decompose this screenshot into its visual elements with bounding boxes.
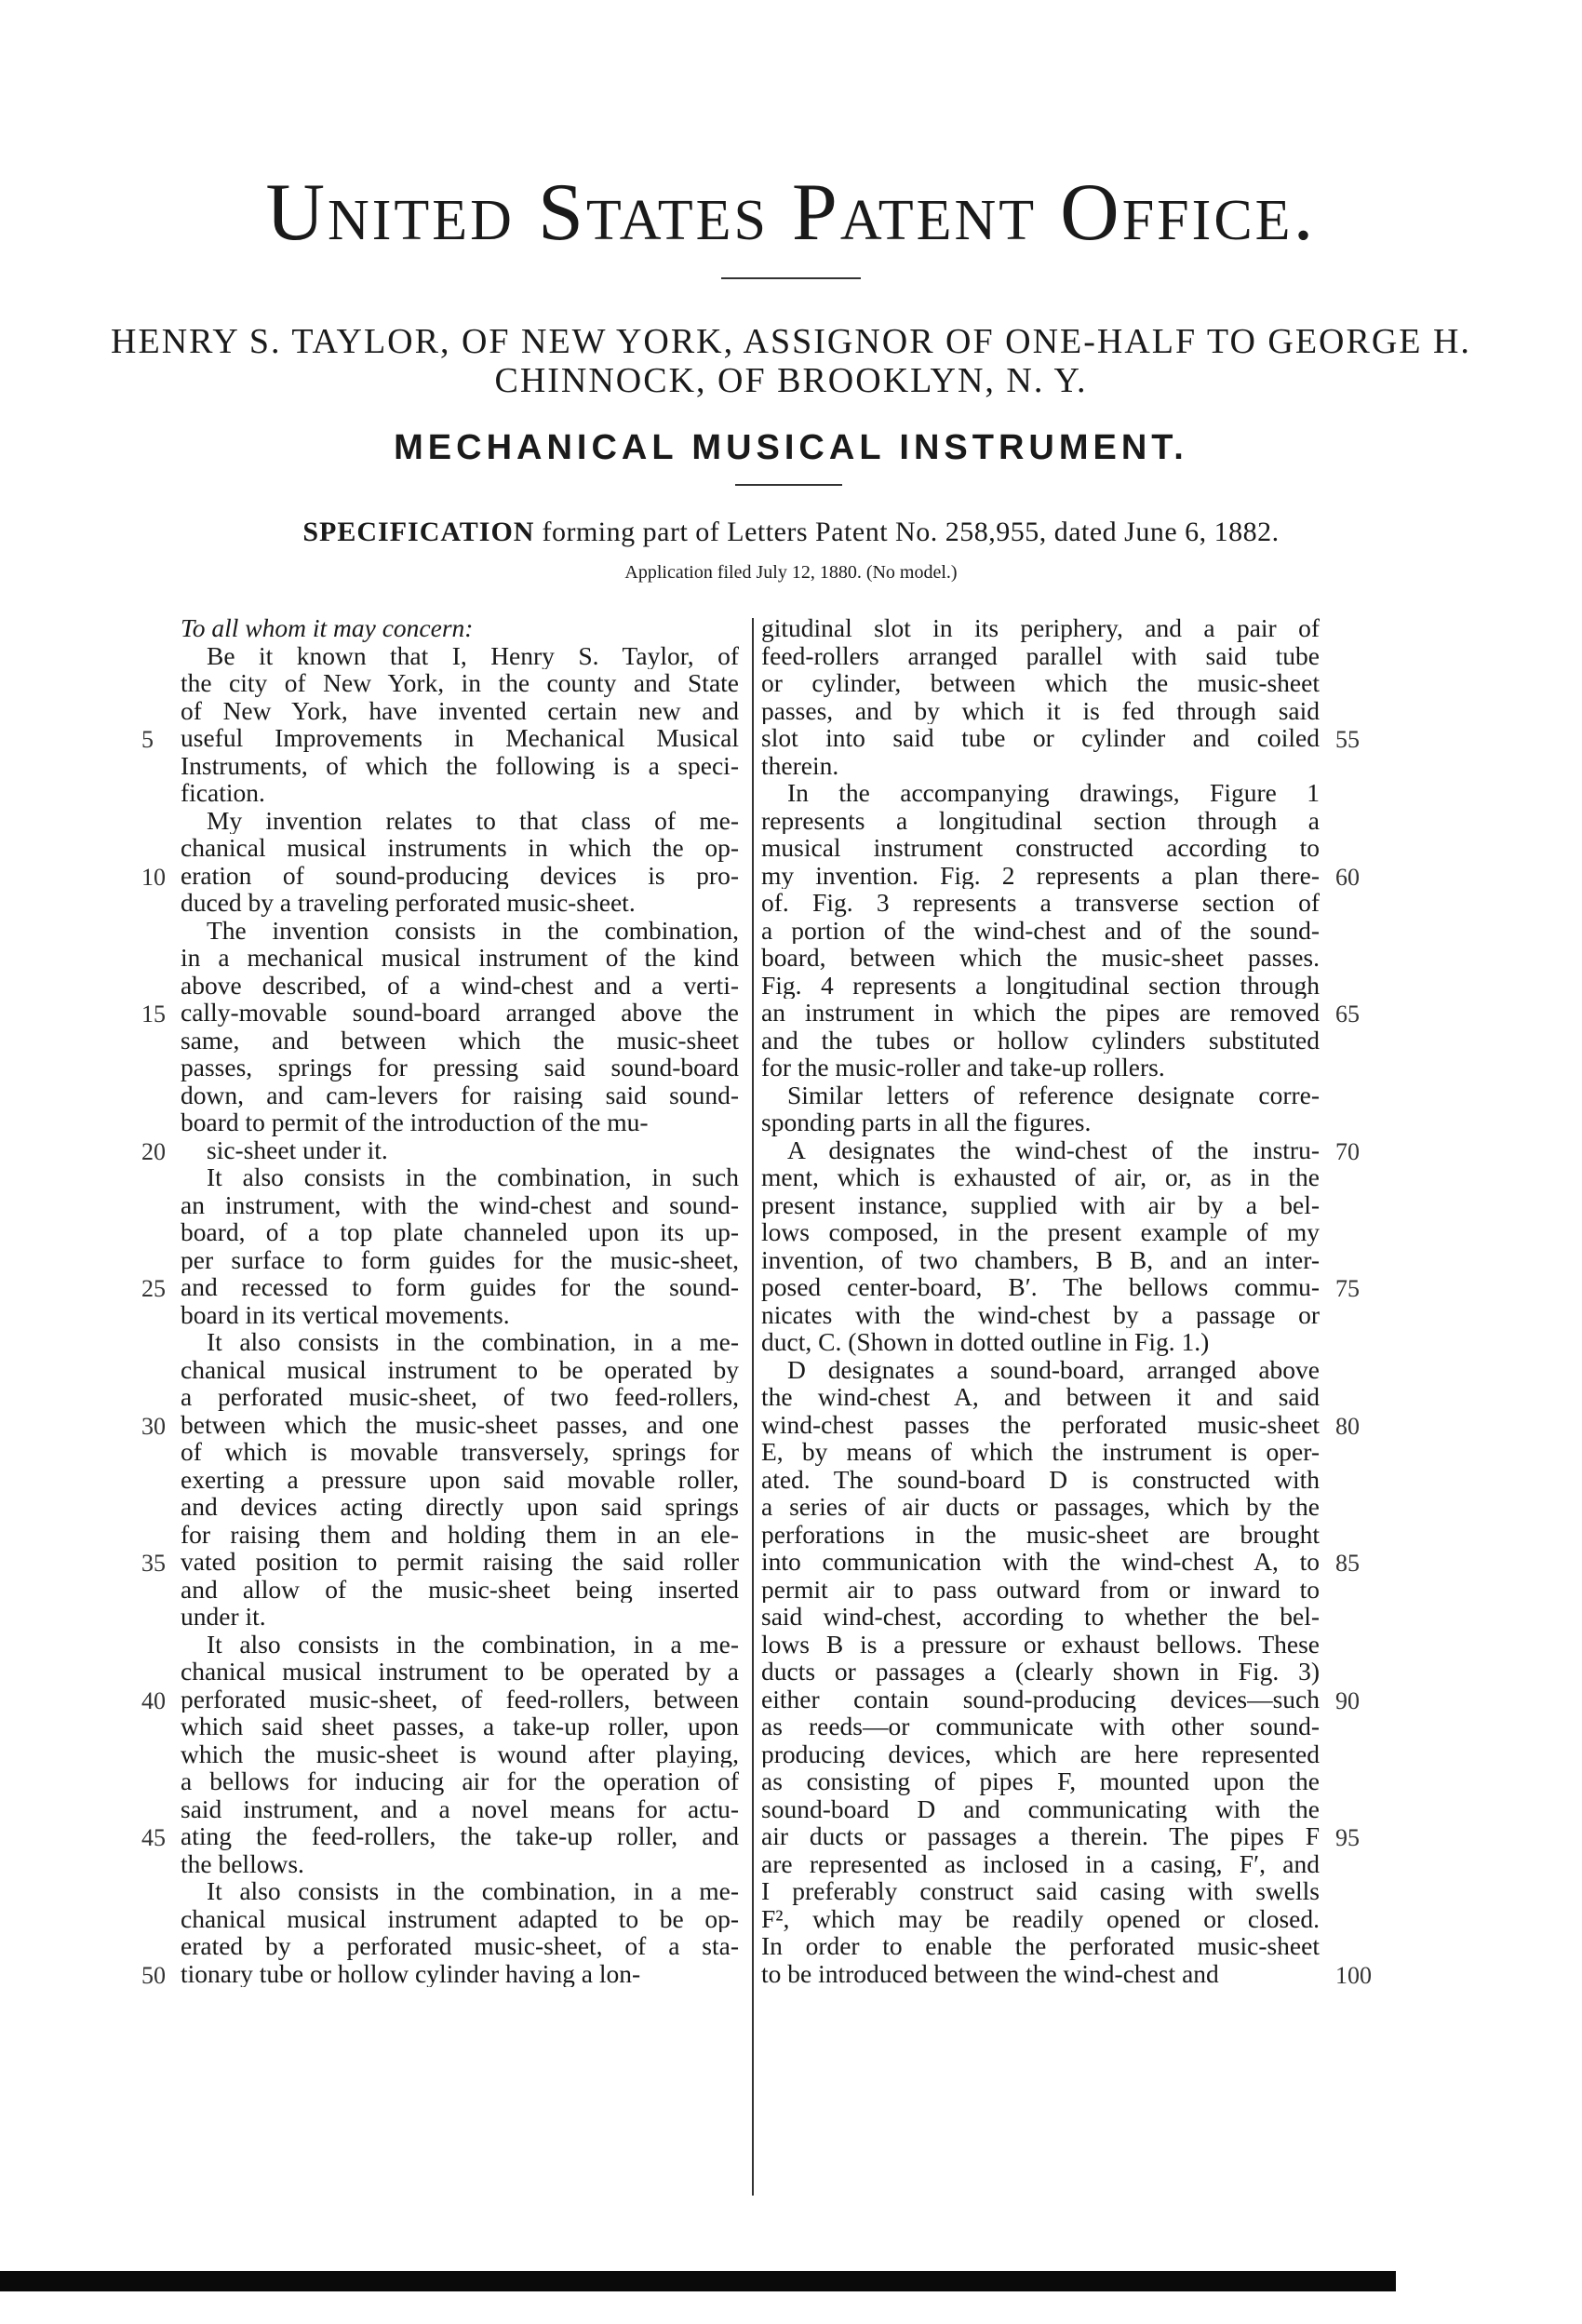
left-text-line: and allow of the music-sheet being inserted — [181, 1575, 739, 1603]
right-text-line: and the tubes or hollow cylinders substituted — [761, 1026, 1320, 1054]
left-text-line: which the music-sheet is wound after playing, — [181, 1740, 739, 1767]
margin-line-number: 70 — [1335, 1137, 1360, 1165]
scan-edge-bar — [0, 2271, 1396, 2291]
left-text-line: tionary tube or hollow cylinder having a lon- — [181, 1959, 641, 1987]
right-text-line: feed-rollers arranged parallel with said tube — [761, 641, 1320, 669]
margin-line-number: 40 — [141, 1686, 166, 1714]
margin-line-number: 5 — [141, 726, 154, 753]
right-text-line: permit air to pass outward from or inward to — [761, 1575, 1320, 1603]
left-text-line: and devices acting directly upon said springs — [181, 1493, 739, 1521]
right-text-line: present instance, supplied with air by a bel- — [761, 1190, 1320, 1218]
left-text-line: The invention consists in the combination, — [207, 916, 739, 944]
right-text-line: lows composed, in the present example of my — [761, 1218, 1320, 1246]
margin-line-number: 35 — [141, 1550, 166, 1577]
left-text-line: chanical musical instrument adapted to be op- — [181, 1904, 739, 1932]
left-text-line: and recessed to form guides for the sound- — [181, 1273, 739, 1301]
margin-line-number: 85 — [1335, 1550, 1360, 1577]
left-text-line: useful Improvements in Mechanical Musical — [181, 724, 739, 752]
right-text-line: to be introduced between the wind-chest and — [761, 1959, 1219, 1987]
margin-line-number: 75 — [1335, 1275, 1360, 1302]
margin-line-number: 95 — [1335, 1824, 1360, 1851]
author-line-1: HENRY S. TAYLOR, OF NEW YORK, ASSIGNOR OF ONE-HALF TO GEORGE H. — [111, 322, 1471, 361]
left-text-line: board, of a top plate channeled upon its up- — [181, 1218, 739, 1246]
right-text-line: or cylinder, between which the music-sheet — [761, 669, 1320, 697]
specification-label: SPECIFICATION — [302, 517, 535, 547]
margin-line-number: 15 — [141, 1001, 166, 1028]
right-text-line: into communication with the wind-chest A, to — [761, 1548, 1320, 1576]
right-text-column — [761, 614, 1320, 1987]
right-text-line: said wind-chest, according to whether the bel- — [761, 1603, 1320, 1631]
left-text-line: of which is movable transversely, springs for — [181, 1438, 739, 1466]
left-text-line: chanical musical instrument to be operated by a — [181, 1658, 739, 1686]
right-text-line: nicates with the wind-chest by a passage or — [761, 1300, 1320, 1328]
author-block — [0, 322, 1582, 400]
left-text-line: perforated music-sheet, of feed-rollers, between — [181, 1685, 739, 1713]
right-text-line: a portion of the wind-chest and of the sound- — [761, 916, 1320, 944]
right-text-line: of. Fig. 3 represents a transverse section of — [761, 889, 1320, 917]
margin-line-number: 45 — [141, 1824, 166, 1851]
right-text-line: In the accompanying drawings, Figure 1 — [787, 779, 1320, 807]
margin-line-number: 50 — [141, 1961, 166, 1989]
left-text-line: fication. — [181, 779, 265, 807]
left-text-line: To all whom it may concern: — [181, 614, 474, 642]
left-text-line: Instruments, of which the following is a speci- — [181, 751, 739, 779]
left-text-line: of New York, have invented certain new and — [181, 696, 739, 724]
application-line: Application filed July 12, 1880. (No model.) — [624, 562, 958, 583]
invention-divider — [735, 484, 842, 486]
left-text-line: My invention relates to that class of me- — [207, 806, 739, 834]
left-text-line: board in its vertical movements. — [181, 1300, 510, 1328]
right-text-line: duct, C. (Shown in dotted outline in Fig. 1.) — [761, 1328, 1210, 1356]
right-text-line: posed center-board, B′. The bellows commu- — [761, 1273, 1320, 1301]
margin-line-number: 100 — [1335, 1961, 1372, 1989]
right-text-line: as reeds—or communicate with other sound- — [761, 1713, 1320, 1740]
right-text-line: ated. The sound-board D is constructed with — [761, 1465, 1320, 1493]
left-text-line: in a mechanical musical instrument of the kind — [181, 944, 739, 972]
specification-detail: forming part of Letters Patent No. 258,955, dated June 6, 1882. — [542, 517, 1280, 547]
right-text-line: passes, and by which it is fed through said — [761, 696, 1320, 724]
left-text-line: same, and between which the music-sheet — [181, 1026, 739, 1054]
right-text-line: an instrument in which the pipes are removed — [761, 999, 1320, 1027]
right-text-line: A designates the wind-chest of the instru- — [787, 1135, 1320, 1163]
left-text-line: between which the music-sheet passes, and one — [181, 1410, 739, 1438]
left-text-line: erated by a perforated music-sheet, of a sta- — [181, 1932, 739, 1960]
left-text-line: exerting a pressure upon said movable roller, — [181, 1465, 739, 1493]
left-text-line: for raising them and holding them in an ele- — [181, 1520, 739, 1548]
right-text-line: Similar letters of reference designate corre- — [787, 1081, 1320, 1108]
right-text-line: F², which may be readily opened or closed. — [761, 1904, 1320, 1932]
right-text-line: my invention. Fig. 2 represents a plan there- — [761, 861, 1320, 889]
right-text-line: E, by means of which the instrument is oper- — [761, 1438, 1320, 1466]
left-text-line: eration of sound-producing devices is pro- — [181, 861, 739, 889]
right-text-line: represents a longitudinal section through a — [761, 806, 1320, 834]
right-text-line: for the music-roller and take-up rollers. — [761, 1054, 1165, 1081]
left-text-line: the bellows. — [181, 1849, 304, 1877]
right-text-line: therein. — [761, 751, 839, 779]
left-text-line: chanical musical instruments in which the op- — [181, 834, 739, 862]
left-text-line: said instrument, and a novel means for actu- — [181, 1794, 739, 1822]
invention-title: MECHANICAL MUSICAL INSTRUMENT. — [394, 428, 1188, 467]
left-text-line: It also consists in the combination, in a me- — [207, 1877, 739, 1905]
column-divider — [752, 618, 754, 2196]
left-text-line: passes, springs for pressing said sound-board — [181, 1054, 739, 1081]
left-text-line: It also consists in the combination, in a me- — [207, 1630, 739, 1658]
left-text-column — [181, 614, 739, 1987]
right-text-line: producing devices, which are here represented — [761, 1740, 1320, 1767]
margin-line-number: 60 — [1335, 863, 1360, 891]
margin-line-number: 90 — [1335, 1686, 1360, 1714]
right-text-line: slot into said tube or cylinder and coiled — [761, 724, 1320, 752]
margin-line-number: 20 — [141, 1137, 166, 1165]
left-text-line: an instrument, with the wind-chest and sound- — [181, 1190, 739, 1218]
right-text-line: ment, which is exhausted of air, or, as in the — [761, 1163, 1320, 1191]
office-title: United States Patent Office. — [265, 168, 1317, 258]
left-text-line: It also consists in the combination, in a me- — [207, 1328, 739, 1356]
left-text-line: under it. — [181, 1603, 266, 1631]
right-text-line: a series of air ducts or passages, which by the — [761, 1493, 1320, 1521]
right-text-line: I preferably construct said casing with swells — [761, 1877, 1320, 1905]
right-text-line: wind-chest passes the perforated music-sheet — [761, 1410, 1320, 1438]
margin-line-number: 30 — [141, 1412, 166, 1440]
specification-line — [0, 517, 1582, 548]
left-text-line: ating the feed-rollers, the take-up roller, and — [181, 1822, 739, 1850]
right-text-line: In order to enable the perforated music-sheet — [761, 1932, 1320, 1960]
margin-line-number: 10 — [141, 863, 166, 891]
margin-line-number: 55 — [1335, 726, 1360, 753]
right-text-line: air ducts or passages a therein. The pipes F — [761, 1822, 1320, 1850]
right-text-line: as consisting of pipes F, mounted upon the — [761, 1767, 1320, 1795]
right-text-line: D designates a sound-board, arranged above — [787, 1355, 1320, 1383]
author-line-2: CHINNOCK, OF BROOKLYN, N. Y. — [494, 361, 1088, 400]
left-text-line: the city of New York, in the county and State — [181, 669, 739, 697]
margin-line-number: 25 — [141, 1275, 166, 1302]
right-text-line: perforations in the music-sheet are brought — [761, 1520, 1320, 1548]
left-text-line: duced by a traveling perforated music-sheet. — [181, 889, 636, 917]
left-text-line: a bellows for inducing air for the operation of — [181, 1767, 739, 1795]
right-text-line: are represented as inclosed in a casing, F′, and — [761, 1849, 1320, 1877]
right-text-line: gitudinal slot in its periphery, and a pair of — [761, 614, 1320, 642]
right-text-line: either contain sound-producing devices—such — [761, 1685, 1320, 1713]
right-text-line: Fig. 4 represents a longitudinal section through — [761, 971, 1320, 999]
left-text-line: down, and cam-levers for raising said sound- — [181, 1081, 739, 1108]
left-text-line: chanical musical instrument to be operated by — [181, 1355, 739, 1383]
right-text-line: the wind-chest A, and between it and said — [761, 1383, 1320, 1411]
left-text-line: which said sheet passes, a take-up roller, upon — [181, 1713, 739, 1740]
right-text-line: sound-board D and communicating with the — [761, 1794, 1320, 1822]
left-text-line: Be it known that I, Henry S. Taylor, of — [207, 641, 739, 669]
right-text-line: board, between which the music-sheet passes. — [761, 944, 1320, 972]
right-text-line: ducts or passages a (clearly shown in Fig. 3) — [761, 1658, 1320, 1686]
right-text-line: sponding parts in all the figures. — [761, 1108, 1092, 1136]
left-text-line: board to permit of the introduction of the mu- — [181, 1108, 649, 1136]
left-text-line: above described, of a wind-chest and a verti- — [181, 971, 739, 999]
margin-line-number: 65 — [1335, 1001, 1360, 1028]
left-text-line: a perforated music-sheet, of two feed-rollers, — [181, 1383, 739, 1411]
margin-line-number: 80 — [1335, 1412, 1360, 1440]
left-text-line: vated position to permit raising the said roller — [181, 1548, 739, 1576]
left-text-line: cally-movable sound-board arranged above the — [181, 999, 739, 1027]
right-text-line: invention, of two chambers, B B, and an inter- — [761, 1245, 1320, 1273]
title-divider — [721, 277, 861, 279]
left-text-line: sic-sheet under it. — [207, 1135, 388, 1163]
left-text-line: per surface to form guides for the music-sheet, — [181, 1245, 739, 1273]
left-text-line: It also consists in the combination, in such — [207, 1163, 739, 1191]
right-text-line: lows B is a pressure or exhaust bellows. These — [761, 1630, 1320, 1658]
right-text-line: musical instrument constructed according to — [761, 834, 1320, 862]
